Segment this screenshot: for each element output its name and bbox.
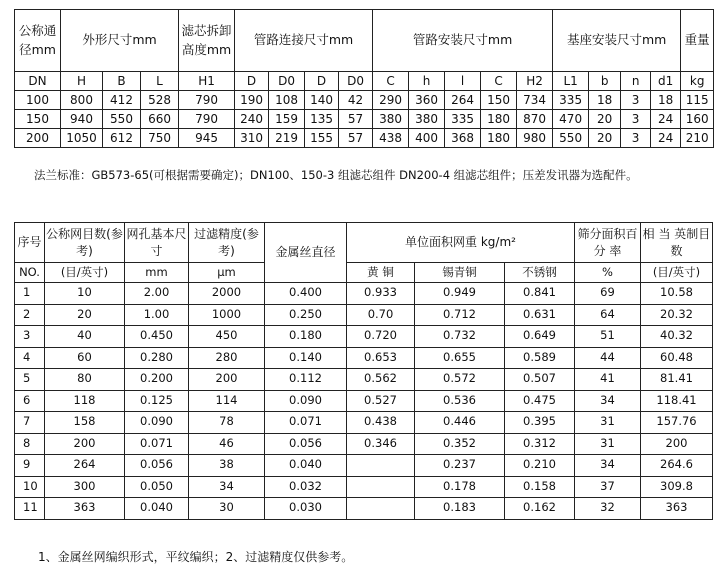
table-cell: 34 [189, 476, 265, 498]
table-cell: 240 [235, 110, 269, 129]
header-pipe-connection: 管路连接尺寸mm [235, 10, 373, 72]
table-cell: 750 [141, 129, 179, 148]
table-cell: 0.032 [265, 476, 347, 498]
table-cell: 280 [189, 347, 265, 369]
table-cell: 20 [45, 304, 125, 326]
subheader-cell: n [621, 72, 651, 91]
subheader-cell: D [305, 72, 339, 91]
wire-mesh-table-body [15, 283, 713, 520]
table-cell: 190 [235, 91, 269, 110]
header-mesh-unit: (目/英寸) [45, 263, 125, 283]
table-cell: 368 [445, 129, 481, 148]
table-cell: 450 [189, 326, 265, 348]
table-cell: 20.32 [641, 304, 713, 326]
table-cell: 3 [621, 129, 651, 148]
table-cell: 0.040 [265, 455, 347, 477]
subheader-cell: H2 [517, 72, 553, 91]
table-row [15, 390, 713, 412]
table-cell: 0.649 [505, 326, 575, 348]
subheader-cell: D0 [339, 72, 373, 91]
header-open-area: 筛分面积百 分 率 [575, 223, 641, 263]
header-precision: 过滤精度(参考) [189, 223, 265, 263]
table-cell: 20 [589, 129, 621, 148]
table-cell: 115 [681, 91, 714, 110]
table-cell: 100 [15, 91, 61, 110]
subheader-cell: C [373, 72, 409, 91]
table-row [15, 433, 713, 455]
header-base-installation: 基座安装尺寸mm [553, 10, 681, 72]
table-cell: 0.140 [265, 347, 347, 369]
table-cell: 150 [481, 91, 517, 110]
table-cell: 550 [553, 129, 589, 148]
header-eq-mesh-unit: (目/英寸) [641, 263, 713, 283]
table-cell: 290 [373, 91, 409, 110]
table-cell: 980 [517, 129, 553, 148]
subheader-cell: C [481, 72, 517, 91]
table-cell: 0.400 [265, 283, 347, 305]
table-cell: 0.056 [265, 433, 347, 455]
table-cell: 264.6 [641, 455, 713, 477]
table-cell: 37 [575, 476, 641, 498]
table-cell: 0.475 [505, 390, 575, 412]
table-cell: 945 [179, 129, 235, 148]
table-cell: 40 [45, 326, 125, 348]
table-cell: 0.312 [505, 433, 575, 455]
table-cell: 57 [339, 129, 373, 148]
header-weight: 重量 [681, 10, 714, 72]
table-cell: 0.841 [505, 283, 575, 305]
table-row [15, 326, 713, 348]
table-cell: 159 [269, 110, 305, 129]
table-cell: 18 [589, 91, 621, 110]
table-cell: 60 [45, 347, 125, 369]
table-cell: 69 [575, 283, 641, 305]
table-cell: 412 [103, 91, 141, 110]
table-cell: 0.527 [347, 390, 415, 412]
table-cell: 81.41 [641, 369, 713, 391]
table-row [15, 412, 713, 434]
table-cell: 0.280 [125, 347, 189, 369]
table-row [15, 304, 713, 326]
table-cell: 41 [575, 369, 641, 391]
table-cell: 200 [45, 433, 125, 455]
table-cell: 80 [45, 369, 125, 391]
table-cell: 0.450 [125, 326, 189, 348]
table-cell: 0.125 [125, 390, 189, 412]
table-cell: 380 [409, 110, 445, 129]
table-cell: 264 [445, 91, 481, 110]
table-cell: 550 [103, 110, 141, 129]
table-cell: 1000 [189, 304, 265, 326]
table-row [15, 369, 713, 391]
table-cell: 20 [589, 110, 621, 129]
subheader-cell: D0 [269, 72, 305, 91]
table-cell: 1.00 [125, 304, 189, 326]
table-cell: 0.346 [347, 433, 415, 455]
table-cell: 0.572 [415, 369, 505, 391]
table-cell: 870 [517, 110, 553, 129]
table-cell: 0.071 [265, 412, 347, 434]
header-seq-unit: NO. [15, 263, 45, 283]
table-cell: 264 [45, 455, 125, 477]
table-cell: 0.183 [415, 498, 505, 520]
table-cell: 200 [15, 129, 61, 148]
table-cell: 0.158 [505, 476, 575, 498]
subheader-cell: kg [681, 72, 714, 91]
dimension-table-body [15, 91, 714, 148]
table-cell: 612 [103, 129, 141, 148]
table-cell: 0.562 [347, 369, 415, 391]
table-cell: 0.395 [505, 412, 575, 434]
header-equivalent-mesh: 相 当 英制目数 [641, 223, 713, 263]
table-cell: 2000 [189, 283, 265, 305]
flange-standard-note: 法兰标准：GB573-65(可根据需要确定)；DN100、150-3 组滤芯组件 DN200-4 组滤芯组件；压差发讯器为选配件。 [34, 168, 638, 182]
subheader-cell: B [103, 72, 141, 91]
table-cell: 140 [305, 91, 339, 110]
table-cell: 335 [445, 110, 481, 129]
table-cell: 219 [269, 129, 305, 148]
header-aperture-unit: mm [125, 263, 189, 283]
table-cell: 0.090 [125, 412, 189, 434]
table-cell: 40.32 [641, 326, 713, 348]
subheader-cell: h [409, 72, 445, 91]
table-cell: 10 [15, 476, 45, 498]
table-cell: 0.655 [415, 347, 505, 369]
table-cell: 8 [15, 433, 45, 455]
table-cell: 118 [45, 390, 125, 412]
table-row [15, 283, 713, 305]
table-cell: 0.050 [125, 476, 189, 498]
table-cell: 7 [15, 412, 45, 434]
table-cell: 3 [15, 326, 45, 348]
table-cell: 470 [553, 110, 589, 129]
table-cell: 0.040 [125, 498, 189, 520]
table-cell: 363 [641, 498, 713, 520]
table-cell: 180 [481, 129, 517, 148]
table-cell: 114 [189, 390, 265, 412]
table-cell: 135 [305, 110, 339, 129]
dimension-table [14, 9, 714, 148]
table-cell: 3 [621, 91, 651, 110]
table-cell: 0.933 [347, 283, 415, 305]
table-cell: 0.162 [505, 498, 575, 520]
header-outer-dimensions: 外形尺寸mm [61, 10, 179, 72]
table-cell: 0.250 [265, 304, 347, 326]
table-cell: 78 [189, 412, 265, 434]
table-cell: 180 [481, 110, 517, 129]
table-cell [347, 455, 415, 477]
table-row [15, 110, 714, 129]
subheader-cell: L1 [553, 72, 589, 91]
table-cell: 42 [339, 91, 373, 110]
table-cell: 24 [651, 110, 681, 129]
table-cell: 0.70 [347, 304, 415, 326]
table-cell: 0.536 [415, 390, 505, 412]
header-open-area-unit: % [575, 263, 641, 283]
table-row [15, 347, 713, 369]
table-cell: 0.732 [415, 326, 505, 348]
table-cell: 363 [45, 498, 125, 520]
table-cell: 57 [339, 110, 373, 129]
table-cell: 34 [575, 455, 641, 477]
table-cell: 11 [15, 498, 45, 520]
table-cell [347, 498, 415, 520]
table-cell: 0.631 [505, 304, 575, 326]
table-cell: 400 [409, 129, 445, 148]
table-cell: 0.237 [415, 455, 505, 477]
table-cell: 4 [15, 347, 45, 369]
table-cell: 380 [373, 110, 409, 129]
header-precision-unit: μm [189, 263, 265, 283]
table-row [15, 476, 713, 498]
table-cell: 0.200 [125, 369, 189, 391]
table-cell: 10 [45, 283, 125, 305]
table-cell: 32 [575, 498, 641, 520]
table-cell: 3 [621, 110, 651, 129]
header-wire-diameter: 金属丝直径 [265, 223, 347, 283]
table-cell: 64 [575, 304, 641, 326]
table-cell: 310 [235, 129, 269, 148]
header-nominal-diameter: 公称通径mm [15, 10, 61, 72]
table-cell: 1 [15, 283, 45, 305]
table-cell: 734 [517, 91, 553, 110]
table-cell: 940 [61, 110, 103, 129]
table-cell: 2.00 [125, 283, 189, 305]
table-cell: 0.712 [415, 304, 505, 326]
subheader-cell: d1 [651, 72, 681, 91]
subheader-cell: L [141, 72, 179, 91]
table-cell: 5 [15, 369, 45, 391]
subheader-cell: H1 [179, 72, 235, 91]
table-cell: 0.178 [415, 476, 505, 498]
header-stainless: 不锈钢 [505, 263, 575, 283]
table-cell: 60.48 [641, 347, 713, 369]
table-cell: 2 [15, 304, 45, 326]
subheader-cell: H [61, 72, 103, 91]
table-cell: 155 [305, 129, 339, 148]
table-cell: 0.352 [415, 433, 505, 455]
table-cell: 0.210 [505, 455, 575, 477]
table-cell [347, 476, 415, 498]
table-cell: 0.030 [265, 498, 347, 520]
weaving-note: 1、金属丝网编织形式，平纹编织；2、过滤精度仅供参考。 [38, 550, 354, 564]
subheader-cell: DN [15, 72, 61, 91]
table-cell: 157.76 [641, 412, 713, 434]
table-cell: 38 [189, 455, 265, 477]
table-cell: 800 [61, 91, 103, 110]
table-cell: 0.180 [265, 326, 347, 348]
table-cell: 10.58 [641, 283, 713, 305]
table-cell: 0.438 [347, 412, 415, 434]
table-cell: 0.653 [347, 347, 415, 369]
table-cell: 0.507 [505, 369, 575, 391]
wire-mesh-table [14, 222, 713, 520]
table-row [15, 91, 714, 110]
table-row [15, 498, 713, 520]
table-row [15, 455, 713, 477]
table-cell: 34 [575, 390, 641, 412]
table-cell: 528 [141, 91, 179, 110]
table-cell: 0.446 [415, 412, 505, 434]
table-cell: 0.720 [347, 326, 415, 348]
subheader-cell: D [235, 72, 269, 91]
table-cell: 309.8 [641, 476, 713, 498]
table-cell: 118.41 [641, 390, 713, 412]
table-cell: 44 [575, 347, 641, 369]
table-cell: 24 [651, 129, 681, 148]
table-cell: 9 [15, 455, 45, 477]
table-cell: 200 [641, 433, 713, 455]
table-cell: 0.589 [505, 347, 575, 369]
table-cell: 0.112 [265, 369, 347, 391]
table-cell: 0.090 [265, 390, 347, 412]
header-filter-removal-height: 滤芯拆卸高度mm [179, 10, 235, 72]
table-row [15, 129, 714, 148]
header-aperture: 网孔基本尺寸 [125, 223, 189, 263]
table-cell: 31 [575, 412, 641, 434]
table-cell: 360 [409, 91, 445, 110]
table-cell: 30 [189, 498, 265, 520]
table-cell: 790 [179, 91, 235, 110]
table-cell: 158 [45, 412, 125, 434]
table-cell: 1050 [61, 129, 103, 148]
table-cell: 438 [373, 129, 409, 148]
header-brass: 黄 铜 [347, 263, 415, 283]
header-pipe-installation: 管路安装尺寸mm [373, 10, 553, 72]
header-tin-bronze: 锡青铜 [415, 263, 505, 283]
table-cell: 210 [681, 129, 714, 148]
table-cell: 790 [179, 110, 235, 129]
table-cell: 200 [189, 369, 265, 391]
table-cell: 18 [651, 91, 681, 110]
table-cell: 150 [15, 110, 61, 129]
subheader-cell: b [589, 72, 621, 91]
table-cell: 0.949 [415, 283, 505, 305]
table-cell: 0.056 [125, 455, 189, 477]
table-cell: 51 [575, 326, 641, 348]
subheader-cell: l [445, 72, 481, 91]
table-cell: 160 [681, 110, 714, 129]
table-cell: 300 [45, 476, 125, 498]
table-cell: 0.071 [125, 433, 189, 455]
table-cell: 6 [15, 390, 45, 412]
table-cell: 46 [189, 433, 265, 455]
table-cell: 31 [575, 433, 641, 455]
table-cell: 108 [269, 91, 305, 110]
table-cell: 660 [141, 110, 179, 129]
header-mesh-weight: 单位面积网重 kg/m² [347, 223, 575, 263]
header-nominal-mesh: 公称网目数(参考) [45, 223, 125, 263]
header-seq: 序号 [15, 223, 45, 263]
table-cell: 335 [553, 91, 589, 110]
